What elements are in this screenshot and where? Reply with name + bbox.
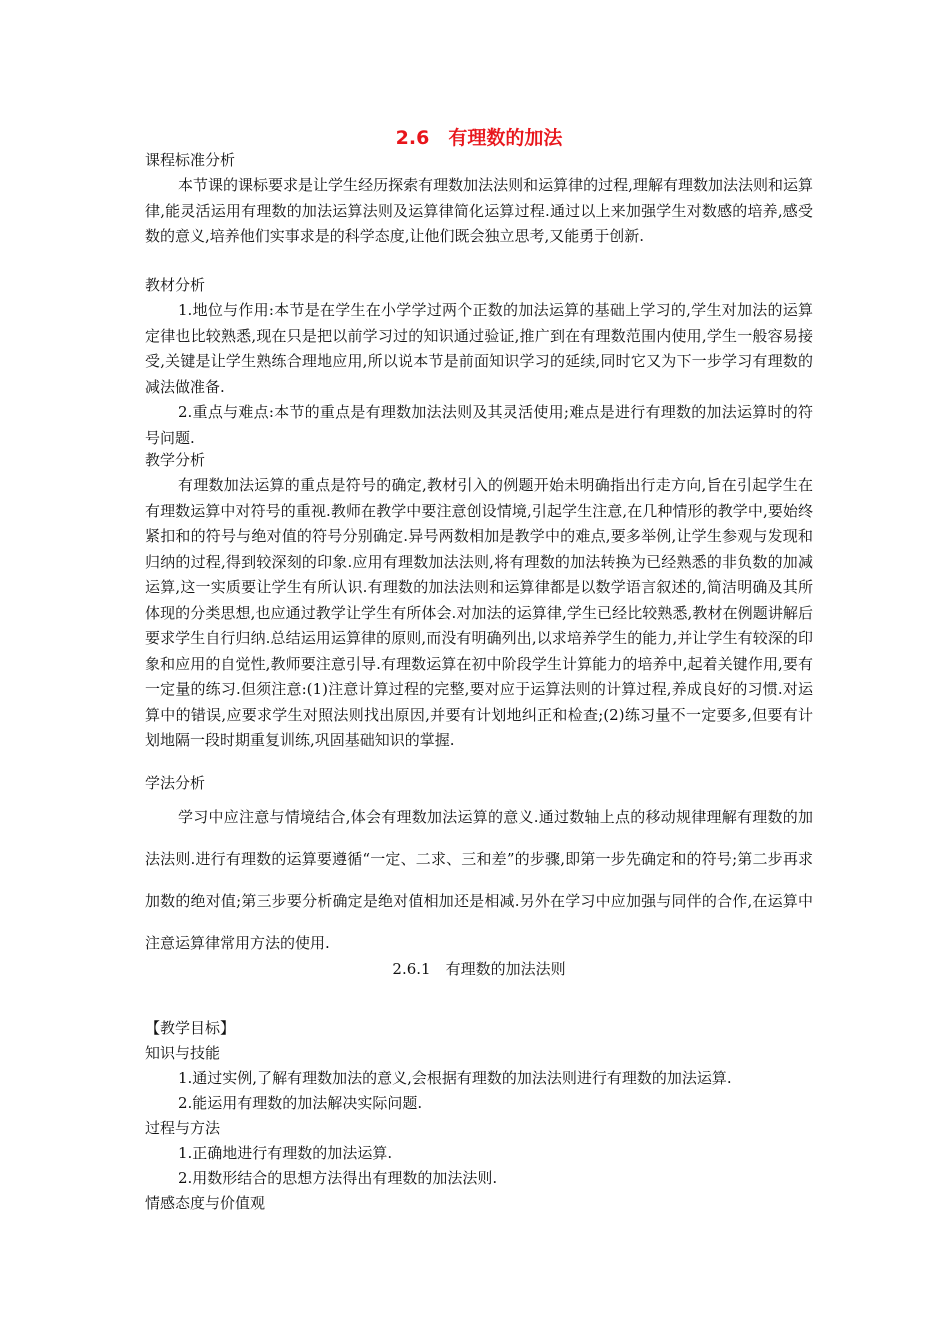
section-heading: 课程标准分析 — [145, 151, 236, 169]
goal-item: 2.用数形结合的思想方法得出有理数的加法法则. — [178, 1169, 498, 1187]
paragraph: 2.重点与难点:本节的重点是有理数加法法则及其灵活使用;难点是进行有理数的加法运算时的符号问题. — [145, 403, 813, 447]
section-heading: 教学分析 — [145, 451, 206, 469]
goal-group-heading: 知识与技能 — [145, 1044, 221, 1062]
goal-item: 2.能运用有理数的加法解决实际问题. — [178, 1094, 423, 1112]
subsection-title: 2.6.1 有理数的加法法则 — [392, 960, 566, 978]
paragraph: 有理数加法运算的重点是符号的确定,教材引入的例题开始未明确指出行走方向,旨在引起学生在有理数运算中对符号的重视.教师在教学中要注意创设情境,引起学生注意,在几种情形的教学中,要始终紧扣和的符号与绝对值的符号分别确定.异号两数相加是教学中的难点,要多举例,让学生参观与发现和归纳的过程,得到较深刻的印象.应用有理数加法法则,将有理数的加法转换为已经熟悉的非负数的加减运算,这一实质要让学生有所认识.有理数的加法法则和运算律都是以数学语言叙述的,简洁明确及其所体现的分类思想,也应通过教学让学生有所体会.对加法的运算律,学生已经比较熟悉,教材在例题讲解后要求学生自行归纳.总结运用运算律的原则,而没有明确列出,以求培养学生的能力,并让学生有较深的印象和应用的自觉性,教师要注意引导.有理数运算在初中阶段学生计算能力的培养中,起着关键作用,要有一定量的练习.但须注意:(1)注意计算过程的完整,要对应于运算法则的计算过程,养成良好的习惯.对运算中的错误,应要求学生对照法则找出原因,并要有计划地纠正和检查;(2)练习量不一定要多,但要有计划地隔一段时期重复训练,巩固基础知识的掌握. — [145, 476, 813, 749]
paragraph: 1.地位与作用:本节是在学生在小学学过两个正数的加法运算的基础上学习的,学生对加法的运算定律也比较熟悉,现在只是把以前学习过的知识通过验证,推广到在有理数范围内使用,学生一般容易接受,关键是让学生熟练合理地应用,所以说本节是前面知识学习的延续,同时它又为下一步学习有理数的减法做准备. — [145, 301, 813, 396]
goal-item: 1.正确地进行有理数的加法运算. — [178, 1144, 393, 1162]
section-teaching — [145, 448, 813, 754]
section-heading: 学法分析 — [145, 774, 206, 792]
goals-heading: 【教学目标】 — [145, 1019, 236, 1037]
goal-item: 1.通过实例,了解有理数加法的意义,会根据有理数的加法法则进行有理数的加法运算. — [178, 1069, 732, 1087]
paragraph: 本节课的课标要求是让学生经历探索有理数加法法则和运算律的过程,理解有理数加法法则和运算律,能灵活运用有理数的加法运算法则及运算律简化运算过程.通过以上来加强学生对数感的培养,感受数的意义,培养他们实事求是的科学态度,让他们既会独立思考,又能勇于创新. — [145, 176, 813, 245]
section-textbook — [145, 273, 813, 451]
paragraph: 学习中应注意与情境结合,体会有理数加法运算的意义.通过数轴上点的移动规律理解有理数的加法法则.进行有理数的运算要遵循“一定、二求、三和差”的步骤,即第一步先确定和的符号;第二步再求加数的绝对值;第三步要分析确定是绝对值相加还是相减.另外在学习中应加强与同伴的合作,在运算中注意运算律常用方法的使用. — [145, 808, 813, 952]
goal-group-heading: 过程与方法 — [145, 1119, 221, 1137]
section-goals — [145, 1016, 813, 1216]
section-learning — [145, 771, 813, 964]
section-heading: 教材分析 — [145, 276, 206, 294]
section-curriculum — [145, 148, 813, 250]
goal-group-heading: 情感态度与价值观 — [145, 1194, 266, 1212]
document-title: 2.6 有理数的加法 — [395, 127, 563, 149]
